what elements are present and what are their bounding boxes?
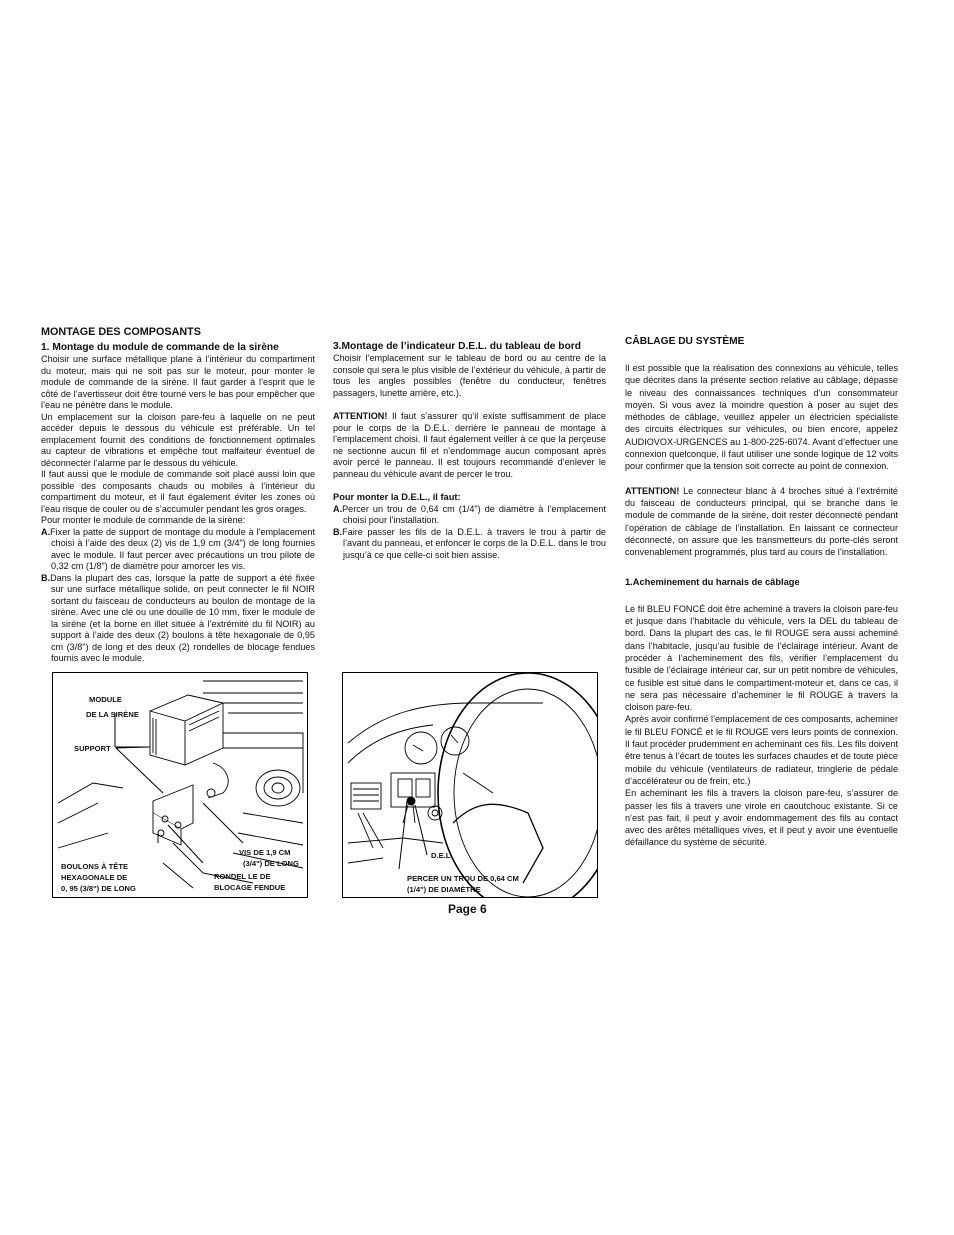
paragraph: Choisir l’emplacement sur le tableau de bord ou au centre de la console qui sera le plus visible de l’extérieur du véhicule, à partir de tous les angles possibles (fenêtre du conducteur, fenêtres passagers, lunette arrière, etc.). bbox=[333, 353, 606, 398]
paragraph: Après avoir confirmé l’emplacement de ces composants, acheminer le fil BLEU FONCÉ et le fil ROUGE vers leurs points de connexion. Il faut procéder prudemment en acheminant ces fils. Les fils doivent être tenus à l’écart de toutes les surfaces chaudes et de toute pièce mobile du véhicule (ventilateurs de radiateur, tringlerie de pédale d’accélérateur ou de frein, etc.) bbox=[625, 714, 898, 786]
attention-paragraph bbox=[625, 485, 898, 559]
paragraph: Le fil BLEU FONCÉ doit être acheminé à travers la cloison pare-feu et jusque dans l’habitacle du véhicule, vers la DEL du tableau de bord. Dans la plupart des cas, le fil ROUGE sera aussi acheminé dans l’habitacle, jusqu’au fusible de l’éclairage intérieur. Avant de procéder à l’acheminement des fils, vérifier l’emplacement du fusible de l’éclairage intérieur car, sur un petit nombre de véhicules, ce fusible est situé dans le compartiment-moteur et, dans ce cas, il ne sera pas nécessaire d’acheminer le fil ROUGE à travers la cloison pare-feu. bbox=[625, 603, 898, 713]
item-marker: B. bbox=[41, 572, 51, 583]
list-item bbox=[41, 527, 315, 573]
subsection-heading: 1.Acheminement du harnais de câblage bbox=[625, 577, 800, 588]
attention-text: Il faut s’assurer qu’il existe suffisamment de place pour le corps de la D.E.L. derrière le panneau de montage à l’emplacement choisi. Il faut également veiller à ce que la perçeuse ne sectionne aucun fil et n’endommage aucun composant après avoir percé le panneau. Il est toujours recommandé d’enlever le panneau du véhicule avant de percer le trou. bbox=[333, 411, 606, 479]
paragraph: Il est possible que la réalisation des connexions au véhicule, telles que décrites dans la présente section relative au câblage, dépasse le niveau des connaissances techniques d’un consommateur moyen. Si vous avez la moindre question à poser au sujet des méthodes de câblage, veuillez appeler un électricien spécialiste des circuits électriques sur véhicules, ou bien encore, appelez AUDIOVOX-URGENCES au 1-800-225-6074. Avant d’effectuer une connexion quelconque, il faut utiliser une sonde logique de 12 volts pour confirmer que la tension soit correcte au point de connexion. bbox=[625, 363, 898, 472]
attention-label: ATTENTION! bbox=[333, 411, 388, 421]
label-rondelle-line2: BLOCAGE FENDUE bbox=[214, 883, 286, 892]
label-vis-line1: VIS DE 1,9 CM bbox=[239, 848, 291, 857]
item-marker: A. bbox=[41, 526, 51, 537]
label-module-line2: DE LA SIRÈNE bbox=[86, 710, 139, 719]
label-boulons-line2: HEXAGONALE DE bbox=[61, 873, 128, 882]
subsection-heading: 1. Montage du module de commande de la sirène bbox=[41, 342, 279, 353]
label-percer-line2: (1/4") DE DIAMÈTRE bbox=[407, 885, 481, 894]
label-support: SUPPORT bbox=[74, 744, 111, 753]
section-heading: MONTAGE DES COMPOSANTS bbox=[41, 326, 201, 338]
item-marker: A. bbox=[333, 503, 343, 514]
figure-dashboard-led bbox=[342, 672, 598, 898]
item-text: Dans la plupart des cas, lorsque la patte de support a été fixée sur une surface métallique solide, on peut connecter le fil NOIR sortant du faisceau de conducteurs au boulon de montage de la sirène. Avec une clé ou une douille de 10 mm, fixer le module de la sirène (et la borne en illet située à l’extrémité du fil NOIR) au support à l’aide des deux (2) boulons à tête hexagonale de 0,95 cm (3/8") de long et des deux (2) rondelles de blocage fendues fournis avec le module. bbox=[50, 572, 315, 663]
paragraph: Il faut aussi que le module de commande soit placé aussi loin que possible des composants chauds ou mobiles à l’intérieur du compartiment du moteur, et il faut également éviter les zones où l’eau risque de couler ou de s’accumuler pendant les gros orages. bbox=[41, 469, 315, 514]
attention-paragraph bbox=[333, 411, 606, 480]
dashboard-illustration bbox=[343, 673, 597, 897]
list-item bbox=[41, 573, 315, 665]
section-heading: 3.Montage de l’indicateur D.E.L. du tableau de bord bbox=[333, 341, 581, 352]
label-rondelle-line1: RONDEL LE DE bbox=[214, 872, 271, 881]
subsection-heading: Pour monter la D.E.L., il faut: bbox=[333, 492, 461, 502]
label-boulons-line1: BOULONS À TÊTE bbox=[61, 862, 129, 871]
label-boulons-line3: 0, 95 (3/8") DE LONG bbox=[61, 884, 136, 893]
list-item bbox=[333, 504, 606, 527]
section-heading: CÂBLAGE DU SYSTÈME bbox=[625, 336, 745, 347]
attention-label: ATTENTION! bbox=[625, 485, 680, 496]
column-montage-del bbox=[333, 340, 606, 561]
label-module-line1: MODULE bbox=[89, 695, 122, 704]
label-del: D.E.L. bbox=[431, 851, 453, 860]
paragraph: Un emplacement sur la cloison pare-feu à laquelle on ne peut accéder depuis le dessous du véhicule est préférable. Un tel emplacement fournit des conditions de fonctionnement optimales au capteur de vibrations et empêche tout malfaiteur éventuel de déconnecter l’alarme par le dessous du véhicule. bbox=[41, 411, 315, 468]
figure-siren-module bbox=[52, 672, 308, 898]
item-text: Faire passer les fils de la D.E.L. à travers le trou à partir de l’avant du panneau, et enfoncer le corps de la D.E.L. dans le trou jusqu’à ce que celle-ci soit bien assise. bbox=[342, 526, 606, 560]
column-cablage bbox=[625, 335, 898, 849]
list-item bbox=[333, 527, 606, 562]
label-vis-line2: (3/4") DE LONG bbox=[243, 859, 299, 868]
item-text: Fixer la patte de support de montage du module à l’emplacement choisi à l’aide des deux (2) vis de 1,9 cm (3/4") de long fournies avec le module. Il faut percer avec précautions un trou pilote de 0,32 cm (1/8") de diamètre pour amorcer les vis. bbox=[50, 526, 315, 571]
column-montage-composants bbox=[41, 326, 315, 665]
item-text: Percer un trou de 0,64 cm (1/4") de diamètre à l’emplacement choisi pour l’installation. bbox=[342, 503, 606, 525]
label-percer-line1: PERCER UN TROU DE 0,64 CM bbox=[407, 874, 519, 883]
item-marker: B. bbox=[333, 526, 343, 537]
attention-text: Le connecteur blanc à 4 broches situé à l’extrémité du faisceau de conducteurs principal, qui se branche dans le module de commande de la sirène, doit rester déconnecté pendant l’opération de câblage de l’installation. En laissant ce connecteur déconnecté, on assure que les transmetteurs du porte-clés seront convenablement programmés, plus tard au cours de l’installation. bbox=[625, 485, 898, 558]
paragraph: En acheminant les fils à travers la cloison pare-feu, s’assurer de passer les fils à travers une virole en caoutchouc existante. Si ce n’est pas fait, il peut y avoir endommagement des fils au contact avec des arêtes métalliques vives, et il peut y avoir une éventuelle défaillance du système de sécurité. bbox=[625, 788, 898, 848]
page-number: Page 6 bbox=[448, 902, 487, 916]
paragraph: Choisir une surface métallique plane à l’intérieur du compartiment du moteur, mais qui ne soit pas sur le moteur, pour monter le module de commande de la sirène. Il faut garder à l’esprit que le côté de l’avertisseur doit être tourné vers le bas pour empêcher que l’eau ne pénètre dans le module. bbox=[41, 354, 315, 410]
paragraph: Pour monter le module de commande de la sirène: bbox=[41, 515, 246, 525]
